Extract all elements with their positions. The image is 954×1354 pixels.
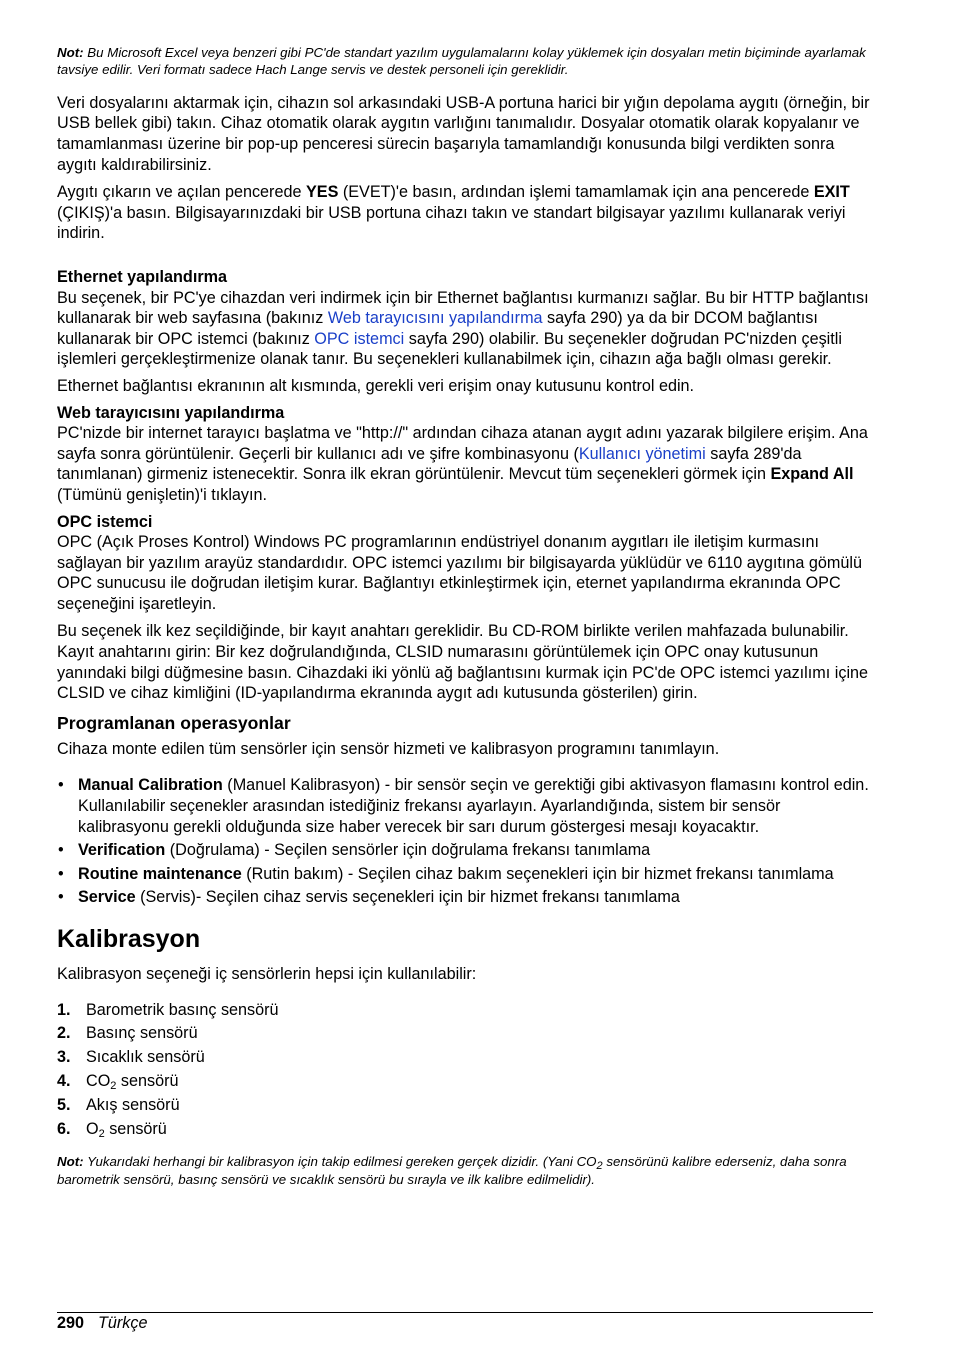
note-text: Bu Microsoft Excel veya benzeri gibi PC'de standart yazılım uygulamalarını kolay yüklemek için dosyaları metin biçiminde ayarlamak tavsiye edilir. Veri formatı sadece Hach Lange servis ve destek personeli için gereklidir. bbox=[57, 45, 866, 78]
calibration-sensor-list bbox=[57, 999, 873, 1142]
text-run: sayfa 290) olabilir. Bu seçenekler doğrudan PC'nizden çeşitli işlemleri gerçekleştirmenize olanak tanır. Bu seçenekleri kullanabilmek için, cihazın ağa bağlı olması gerekir. bbox=[57, 329, 842, 369]
text-run: sensörünü kalibre ederseniz, daha sonra barometrik sensörü, basınç sensörü ve sıcaklık sensörü bu sırayla ve ilk kalibre edilmelidir). bbox=[57, 1154, 847, 1187]
sensor-name-suffix: sensörü bbox=[116, 1071, 179, 1090]
operation-description: (Servis)- Seçilen cihaz servis seçenekleri için bir hizmet frekansı tanımlama bbox=[135, 888, 680, 907]
text-run: Yukarıdaki herhangi bir kalibrasyon için takip edilmesi gereken gerçek dizidir. (Yani CO bbox=[87, 1154, 597, 1170]
sensor-name: Akış sensörü bbox=[86, 1095, 180, 1114]
scheduled-operations-intro: Cihaza monte edilen tüm sensörler için sensör hizmeti ve kalibrasyon programını tanımlayın. bbox=[57, 739, 720, 758]
opc-client-link[interactable]: OPC istemci bbox=[314, 329, 405, 348]
calibration-sensor-item bbox=[57, 1070, 873, 1094]
yes-keyword: YES bbox=[305, 183, 339, 202]
page-footer bbox=[57, 1312, 873, 1332]
text-run: Aygıtı çıkarın ve açılan pencerede bbox=[57, 183, 306, 202]
footer-language: Türkçe bbox=[98, 1314, 148, 1332]
calibration-sensor-item bbox=[57, 999, 873, 1023]
operation-description: (Doğrulama) - Seçilen sensörler için doğrulama frekansı tanımlama bbox=[165, 841, 651, 860]
opc-paragraph-1: OPC (Açık Proses Kontrol) Windows PC programlarının endüstriyel donanım aygıtları ile iletişim kurmasını sağlayan bir yazılım arayüz standardıdır. OPC istemci yazılımı bir bilgisayarda yüklüdür ve 6110 aygıtına gömülü OPC sunucusu ile doğrudan iletişim kurar. Bağlantıyı etkinleştirmek için, eternet yapılandırma ekranında OPC seçeneğini işaretleyin. bbox=[57, 533, 862, 613]
calibration-sensor-item bbox=[57, 1022, 873, 1046]
scheduled-operations-list bbox=[57, 775, 873, 908]
scheduled-operation-item bbox=[57, 775, 873, 837]
web-browser-paragraph bbox=[57, 423, 873, 505]
calibration-sensor-item bbox=[57, 1118, 873, 1142]
sensor-name: Barometrik basınç sensörü bbox=[86, 1000, 279, 1019]
operation-description: (Rutin bakım) - Seçilen cihaz bakım seçenekleri için bir hizmet frekansı tanımlama bbox=[241, 864, 834, 883]
text-run: (ÇIKIŞ)'a basın. Bilgisayarınızdaki bir USB portuna cihazı takın ve standart bilgisayar yazılımı kullanarak veriyi indirin. bbox=[57, 203, 846, 243]
web-browser-heading: Web tarayıcısını yapılandırma bbox=[57, 403, 285, 422]
sensor-name-suffix: sensörü bbox=[104, 1119, 167, 1138]
step-number: 1. bbox=[57, 1000, 71, 1019]
calibration-heading: Kalibrasyon bbox=[57, 925, 201, 953]
operation-name: Routine maintenance bbox=[78, 864, 242, 883]
subscript: 2 bbox=[596, 1160, 603, 1173]
note-label: Not: bbox=[57, 1154, 84, 1170]
web-browser-config-link[interactable]: Web tarayıcısını yapılandırma bbox=[327, 309, 543, 328]
bullet-marker: • bbox=[58, 864, 64, 883]
subscript: 2 bbox=[110, 1079, 117, 1092]
scheduled-operation-item bbox=[57, 840, 873, 861]
text-run: (Tümünü genişletin)'i tıklayın. bbox=[57, 485, 268, 504]
subscript: 2 bbox=[98, 1127, 105, 1140]
document-page bbox=[57, 44, 873, 1188]
note-export-format bbox=[57, 44, 873, 79]
operation-name: Service bbox=[78, 888, 136, 907]
step-number: 4. bbox=[57, 1071, 71, 1090]
calibration-note bbox=[57, 1153, 873, 1188]
scheduled-operations-heading: Programlanan operasyonlar bbox=[57, 712, 291, 733]
calibration-intro: Kalibrasyon seçeneği iç sensörlerin hepsi için kullanılabilir: bbox=[57, 965, 477, 983]
calibration-sensor-item bbox=[57, 1094, 873, 1118]
sensor-name: Basınç sensörü bbox=[86, 1024, 198, 1043]
step-number: 2. bbox=[57, 1024, 71, 1043]
page-number: 290 bbox=[57, 1314, 85, 1332]
ethernet-heading: Ethernet yapılandırma bbox=[57, 267, 228, 286]
note-label: Not: bbox=[57, 45, 84, 60]
scheduled-operation-item bbox=[57, 887, 873, 908]
expand-all-keyword: Expand All bbox=[770, 465, 854, 484]
operation-name: Manual Calibration bbox=[78, 776, 223, 795]
sensor-name: Sıcaklık sensörü bbox=[86, 1048, 205, 1067]
ethernet-paragraph bbox=[57, 288, 873, 370]
text-run: (EVET)'e basın, ardından işlemi tamamlamak için ana pencerede bbox=[338, 183, 814, 202]
operation-description: (Manuel Kalibrasyon) - bir sensör seçin ve gerektiği gibi aktivasyon flamasını kontrol edin. Kullanılabilir seçenekler arasından istediğiniz frekansı ayarlayın. Ayarlandığında, sistem bir sensör kalibrasyonu gerekli olduğunda size haber verecek bir sarı durum göstergesi mesajı koyacaktır. bbox=[78, 776, 869, 836]
opc-paragraph-2: Bu seçenek ilk kez seçildiğinde, bir kayıt anahtarı gereklidir. Bu CD-ROM birlikte verilen mahfazada bulunabilir. Kayıt anahtarını girin: Bir kez doğrulandığında, CLSID numarasını görüntülemek için OPC onay kutusunun yanındaki bilgi düğmesine basın. Cihazdaki iki yönlü ağ bağlantısını kurmak için PC'de OPC istemci yazılımı içine CLSID ve cihaz kimliğini (ID-yapılandırma ekranında aygıt adı kutusunda gösterilen) girin. bbox=[57, 622, 869, 703]
sensor-name: CO bbox=[86, 1071, 111, 1090]
calibration-sensor-item bbox=[57, 1046, 873, 1070]
text-run: Bu seçenek, bir PC'ye cihazdan veri indirmek için bir Ethernet bağlantısı kurmanızı sağlar. Bu bir HTTP bağlantısı kullanarak bir web sayfasına (bakınız bbox=[57, 288, 869, 328]
step-number: 3. bbox=[57, 1048, 71, 1067]
ethernet-checkbox-paragraph: Ethernet bağlantısı ekranının alt kısmında, gerekli veri erişim onay kutusunu kontrol edin. bbox=[57, 376, 695, 395]
opc-client-heading: OPC istemci bbox=[57, 512, 153, 531]
operation-name: Verification bbox=[78, 841, 166, 860]
user-management-link[interactable]: Kullanıcı yönetimi bbox=[578, 444, 706, 463]
usb-transfer-paragraph: Veri dosyalarını aktarmak için, cihazın sol arkasındaki USB-A portuna harici bir yığın depolama aygıtı (örneğin, bir USB bellek gibi) takın. Cihaz otomatik olarak aygıtın varlığını tanımalıdır. Dosyalar otomatik olarak kopyalanır ve tamamlanması üzerine bir pop-up penceresi sürecin başarıyla tamamlandığı konusunda bilgi verdikten sonra aygıtı kaldırabilirsiniz. bbox=[57, 93, 870, 174]
scheduled-operation-item bbox=[57, 864, 873, 885]
exit-keyword: EXIT bbox=[813, 183, 850, 202]
text-run: sayfa 289'da tanımlanan) girmeniz istenecektir. Sonra ilk ekran görüntülenir. Mevcut tüm seçenekleri görmek için bbox=[57, 444, 802, 484]
bullet-marker: • bbox=[58, 841, 64, 860]
step-number: 6. bbox=[57, 1119, 71, 1138]
text-run: sayfa 290) ya da bir DCOM bağlantısı kullanarak bir OPC istemci (bakınız bbox=[57, 309, 818, 348]
step-number: 5. bbox=[57, 1095, 71, 1114]
usb-remove-paragraph bbox=[57, 182, 873, 244]
bullet-marker: • bbox=[58, 776, 64, 795]
bullet-marker: • bbox=[58, 888, 64, 907]
sensor-name: O bbox=[86, 1119, 99, 1138]
text-run: PC'nizde bir internet tarayıcı başlatma ve "http://" ardından cihaza atanan aygıt adını yazarak bilgilere erişim. Ana sayfa sonra görüntülenir. Geçerli bir kullanıcı adı ve şifre kombinasyonu ( bbox=[57, 424, 868, 463]
